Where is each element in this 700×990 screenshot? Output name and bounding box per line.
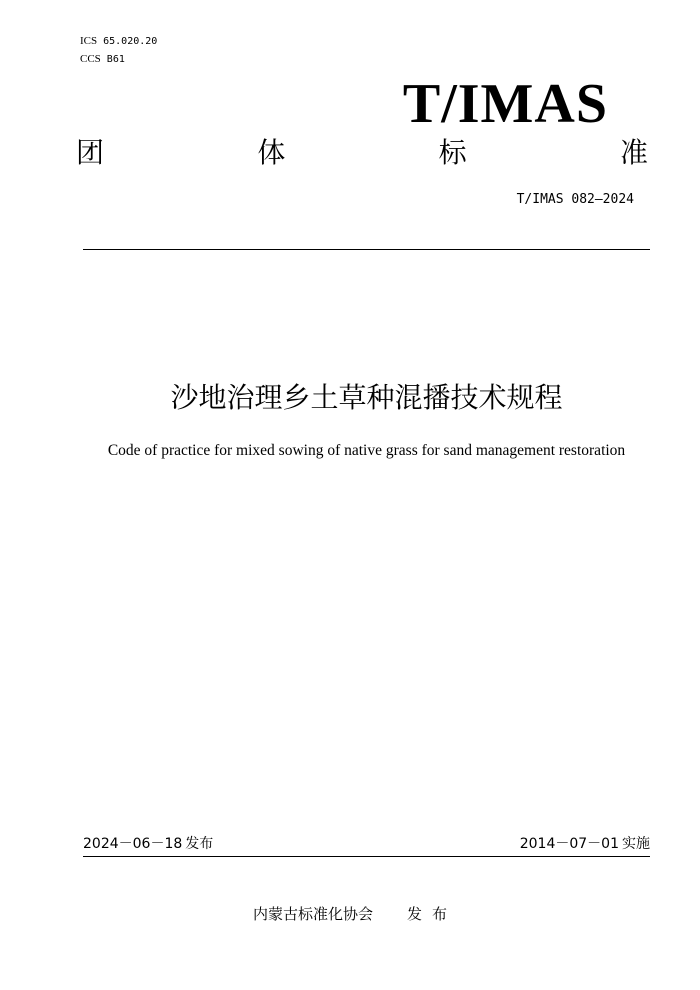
standard-type-char: 体 xyxy=(257,136,286,169)
publisher-action: 发布 xyxy=(407,905,458,923)
ics-label: ICS xyxy=(80,35,98,47)
issue-date: 2024－06－18 xyxy=(83,836,183,852)
document-title-english: Code of practice for mixed sowing of native grass for sand management restoration xyxy=(107,442,626,459)
issue-date-line xyxy=(83,834,213,854)
standard-brand-logo: T/IMAS xyxy=(402,73,608,135)
standard-type-char: 标 xyxy=(438,136,467,169)
publisher-name: 内蒙古标准化协会 xyxy=(252,905,373,923)
ics-code: 65.020.20 xyxy=(103,36,158,47)
ccs-classification xyxy=(80,52,125,67)
ccs-code: B61 xyxy=(106,54,125,65)
standard-type-char: 准 xyxy=(619,136,648,169)
standard-type-heading xyxy=(76,136,648,170)
implementation-label: 实施 xyxy=(622,836,650,852)
header-divider xyxy=(83,249,650,250)
implementation-date: 2014－07－01 xyxy=(519,836,619,852)
publisher-line xyxy=(0,903,700,925)
ccs-label: CCS xyxy=(80,53,101,65)
standard-number: T/IMAS 082—2024 xyxy=(516,192,634,207)
issue-label: 发布 xyxy=(185,836,214,852)
ics-classification xyxy=(80,34,157,49)
standard-type-char: 团 xyxy=(76,136,105,169)
document-title-chinese: 沙地治理乡土草种混播技术规程 xyxy=(170,381,563,414)
implementation-date-line xyxy=(520,834,650,854)
footer-divider xyxy=(83,856,650,857)
